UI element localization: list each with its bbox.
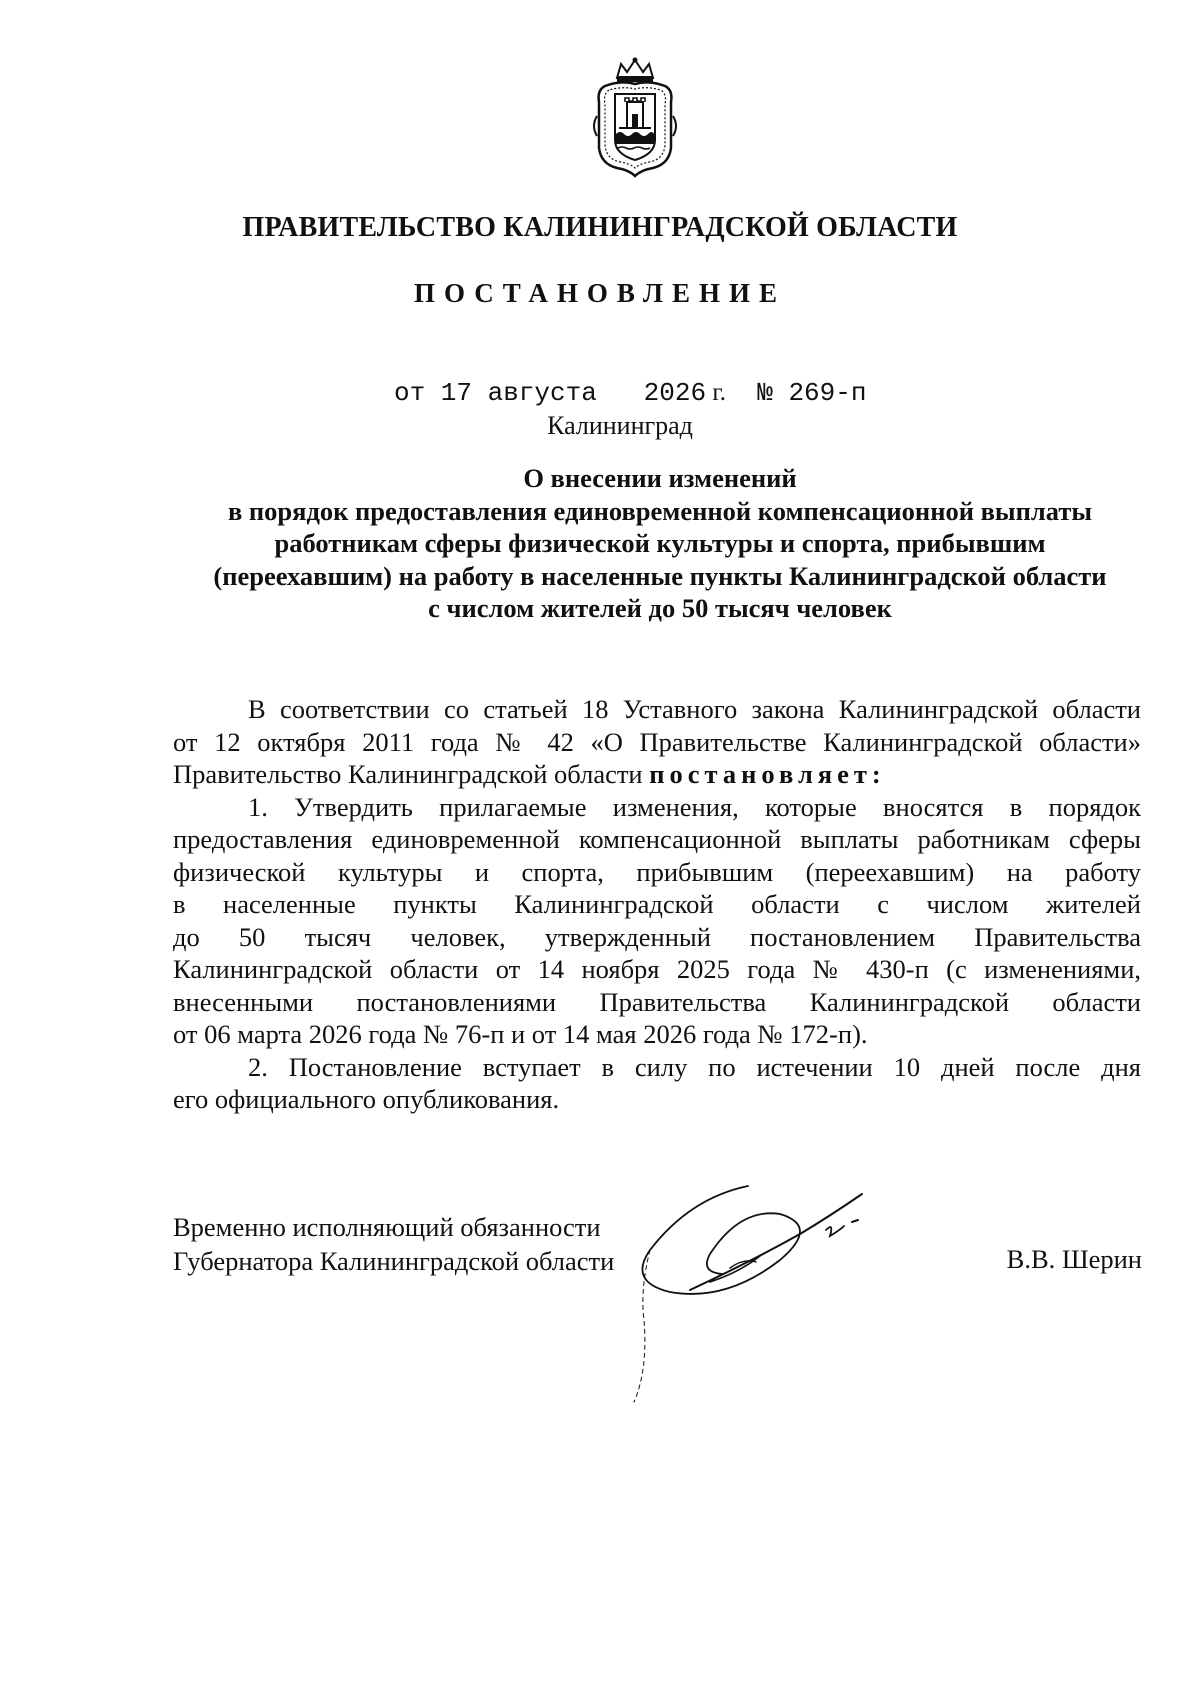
subject-line: в порядок предоставления единовременной компенсационной выплаты: [227, 495, 1093, 526]
signer-position-line: Губернатора Калининградской области: [173, 1246, 615, 1276]
document-subject: [160, 462, 1160, 625]
item-1-line: внесенными постановлениями Правительства Калининградской области: [173, 986, 1141, 1017]
item-1-line: в населенные пункты Калининградской области с числом жителей: [173, 889, 1141, 919]
document-city: Калининград: [547, 411, 693, 440]
document-type: ПОСТАНОВЛЕНИЕ: [413, 278, 787, 308]
signer-position: [173, 1210, 614, 1278]
document-date-number: [394, 378, 866, 408]
subject-line: О внесении изменений: [523, 463, 797, 493]
signer-name: В.В. Шерин: [1006, 1244, 1142, 1274]
resolves-word: постановляет:: [649, 759, 886, 789]
document-number: № 269-п: [757, 378, 867, 408]
preamble-line: от 12 октября 2011 года № 42 «О Правительстве Калининградской области»: [173, 726, 1141, 757]
item-1-line-last: от 06 марта 2026 года № 76-п и от 14 мая 2026 года № 172-п).: [173, 1019, 868, 1049]
document-body: [173, 693, 1141, 1116]
item-1-line: Калининградской области от 14 ноября 2025 года № 430-п (с изменениями,: [173, 954, 1141, 984]
item-1-line: физической культуры и спорта, прибывшим (переехавшим) на работу: [173, 856, 1141, 887]
subject-line: (переехавшим) на работу в населенные пункты Калининградской области: [213, 560, 1107, 591]
subject-line: работникам сферы физической культуры и спорта, прибывшим: [274, 528, 1046, 558]
government-title: ПРАВИТЕЛЬСТВО КАЛИНИНГРАДСКОЙ ОБЛАСТИ: [242, 212, 958, 243]
document-date: от 17 августа: [394, 378, 597, 408]
item-2-line-last: его официального опубликования.: [173, 1084, 560, 1114]
item-1-line: до 50 тысяч человек, утвержденный постановлением Правительства: [173, 921, 1141, 952]
preamble-line: В соответствии со статьей 18 Уставного закона Калининградской области: [248, 694, 1141, 724]
preamble-line-last: Правительство Калининградской области постановляет:: [173, 759, 886, 789]
item-1-line: 1. Утвердить прилагаемые изменения, которые вносятся в порядок: [248, 791, 1141, 822]
handwritten-signature-icon: [630, 1170, 950, 1410]
item-1-line: предоставления единовременной компенсационной выплаты работникам сферы: [173, 824, 1141, 854]
year-suffix: г.: [712, 379, 727, 406]
document-year: 2026: [643, 378, 707, 408]
signer-position-line: Временно исполняющий обязанности: [173, 1212, 601, 1242]
item-2-paragraph: [173, 1051, 1141, 1116]
subject-line: с числом жителей до 50 тысяч человек: [428, 593, 892, 623]
item-2-line: 2. Постановление вступает в силу по истечении 10 дней после дня: [248, 1051, 1141, 1082]
item-1-paragraph: [173, 791, 1141, 1051]
coat-of-arms-icon: [587, 56, 683, 178]
preamble-paragraph: [173, 693, 1141, 791]
